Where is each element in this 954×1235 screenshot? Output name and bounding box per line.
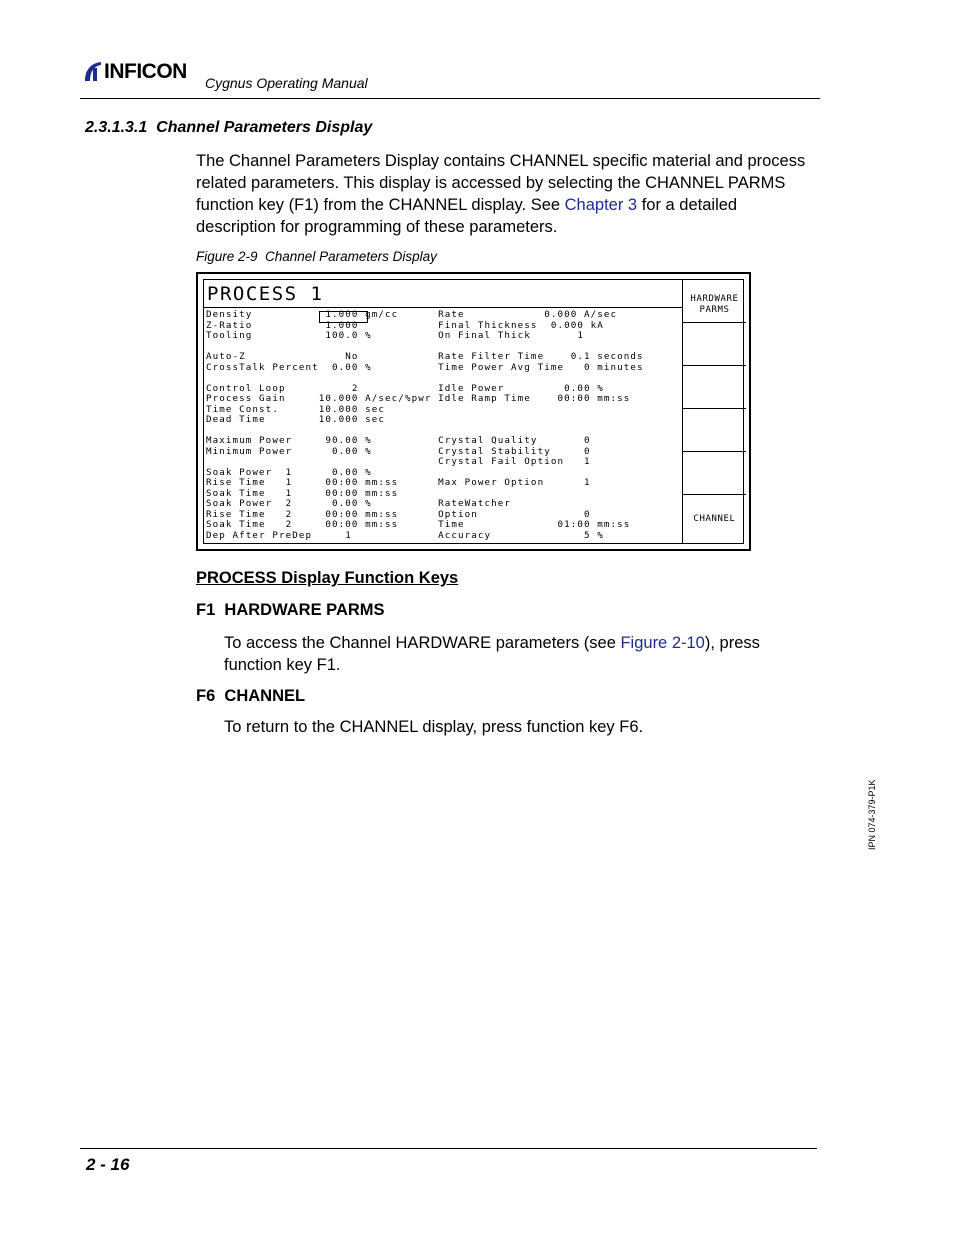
figure-2-10-link[interactable]: Figure 2-10 — [620, 634, 705, 652]
channel-parameters-screen — [196, 272, 751, 551]
screen-line: Soak Power 2 0.00 % RateWatcher — [206, 498, 512, 509]
screen-title: PROCESS 1 — [207, 283, 324, 305]
screen-line: Process Gain 10.000 A/sec/%pwr Idle Ramp Time 00:00 mm:ss — [206, 393, 631, 404]
screen-line: Tooling 100.0 % On Final Thick 1 — [206, 330, 584, 341]
chapter-3-link[interactable]: Chapter 3 — [564, 196, 638, 214]
screen-line: Auto-Z No Rate Filter Time 0.1 seconds — [206, 351, 644, 362]
f1-heading: F1 HARDWARE PARMS — [196, 601, 385, 619]
manual-title: Cygnus Operating Manual — [205, 75, 368, 91]
screen-line: Minimum Power 0.00 % Crystal Stability 0 — [206, 445, 591, 457]
screen-line: Rise Time 1 00:00 mm:ss Max Power Option 1 — [206, 477, 591, 488]
softkey-f6-channel[interactable] — [683, 495, 746, 543]
figure-caption: Figure 2-9 Channel Parameters Display — [196, 249, 437, 264]
f1-text-end: ), press function key F1. — [224, 634, 760, 674]
screen-line: Soak Time 2 00:00 mm:ss Time 01:00 mm:ss — [206, 519, 631, 530]
section-heading: 2.3.1.3.1 Channel Parameters Display — [85, 119, 373, 136]
screen-line: Maximum Power 90.00 % Crystal Quality 0 — [206, 435, 591, 446]
screen-line: Control Loop 2 Idle Power 0.00 % — [206, 382, 604, 394]
logo-text: INFICON — [104, 60, 187, 83]
ipn-side-note: IPN 074-379-P1K — [867, 779, 877, 850]
f6-heading: F6 CHANNEL — [196, 687, 306, 705]
page-number: 2 - 16 — [86, 1155, 130, 1174]
softkey-f3[interactable] — [683, 366, 746, 409]
intro-paragraph — [196, 150, 816, 238]
softkey-f6-label: CHANNEL — [693, 513, 736, 524]
screen-line: Soak Time 1 00:00 mm:ss — [206, 487, 399, 499]
screen-line: Soak Power 1 0.00 % — [206, 466, 372, 478]
f6-description: To return to the CHANNEL display, press function key F6. — [224, 718, 644, 736]
screen-line: Density 1.000 gm/cc Rate 0.000 A/sec — [206, 309, 618, 320]
f1-description — [224, 632, 814, 676]
softkey-f4[interactable] — [683, 409, 746, 452]
softkey-f2[interactable] — [683, 323, 746, 366]
header-divider — [80, 98, 820, 99]
softkey-f1-label-line1: HARDWARE — [690, 294, 739, 304]
softkey-column — [682, 280, 746, 543]
screen-parameter-lines — [206, 310, 644, 541]
screen-line: Time Const. 10.000 sec — [206, 403, 386, 415]
intro-text-end: for a detailed description for programming of these parameters. — [196, 196, 738, 236]
screen-title-divider — [204, 307, 682, 308]
softkey-f1-hardware-parms[interactable] — [683, 280, 746, 323]
function-keys-heading: PROCESS Display Function Keys — [196, 569, 459, 587]
inficon-logo-icon — [82, 60, 104, 82]
screen-line: Crystal Fail Option 1 — [206, 456, 591, 467]
softkey-f5[interactable] — [683, 452, 746, 495]
screen-display — [203, 279, 744, 544]
screen-line: CrossTalk Percent 0.00 % Time Power Avg Time 0 minutes — [206, 361, 644, 373]
f1-text: To access the Channel HARDWARE parameters (see — [224, 634, 621, 652]
intro-text: The Channel Parameters Display contains CHANNEL specific material and process related parameters. This display is accessed by selecting the CHANNEL PARMS function key (F1) from the CHANNEL display. See — [196, 152, 806, 214]
screen-line: Rise Time 2 00:00 mm:ss Option 0 — [206, 508, 591, 520]
screen-line: Dep After PreDep 1 Accuracy 5 % — [206, 529, 604, 541]
footer-divider — [80, 1148, 817, 1149]
softkey-f1-label-line2: PARMS — [699, 305, 730, 315]
screen-line — [206, 373, 644, 384]
screen-line: Dead Time 10.000 sec — [206, 414, 386, 425]
screen-line: Z-Ratio 1.000 Final Thickness 0.000 kA — [206, 319, 604, 331]
